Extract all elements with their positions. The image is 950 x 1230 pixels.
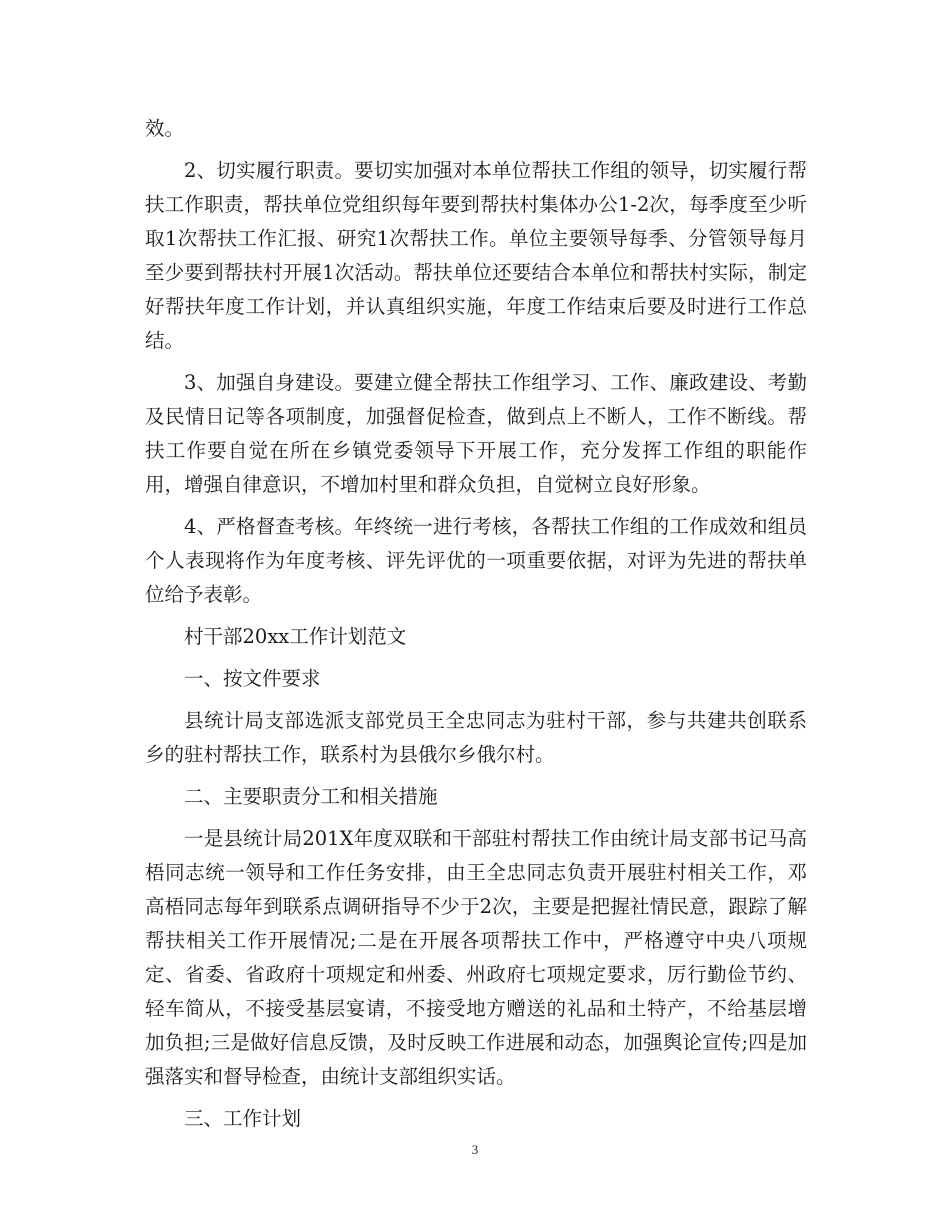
paragraph-item-3: 3、加强自身建设。要建立健全帮扶工作组学习、工作、廉政建设、考勤及民情日记等各项制度，加强督促检查，做到点上不断人，工作不断线。帮扶工作要自觉在所在乡镇党委领导下开展工作，充分发挥工作组的职能作用，增强自律意识，不增加村里和群众负担，自觉树立良好形象。 (145, 371, 807, 496)
paragraph-continuation: 效。 (145, 117, 185, 140)
page-number: 3 (471, 1142, 479, 1157)
document-body (145, 112, 807, 1136)
paragraph-measures: 一是县统计局201X年度双联和干部驻村帮扶工作由统计局支部书记马高梧同志统一领导和工作任务安排，由王全忠同志负责开展驻村相关工作，邓高梧同志每年到联系点调研指导不少于2次，主要是把握社情民意，跟踪了解帮扶相关工作开展情况;二是在开展各项帮扶工作中，严格遵守中央八项规定、省委、省政府十项规定和州委、州政府七项规定要求，厉行勤俭节约、轻车简从，不接受基层宴请，不接受地方赠送的礼品和土特产，不给基层增加负担;三是做好信息反馈，及时反映工作进展和动态，加强舆论宣传;四是加强落实和督导检查，由统计支部组织实话。 (145, 827, 807, 1088)
paragraph-item-4: 4、严格督查考核。年终统一进行考核，各帮扶工作组的工作成效和组员个人表现将作为年度考核、评先评优的一项重要依据，对评为先进的帮扶单位给予表彰。 (145, 515, 807, 606)
section-heading-3: 三、工作计划 (184, 1107, 302, 1130)
section-heading-2: 二、主要职责分工和相关措施 (184, 785, 438, 808)
section-heading-1: 一、按文件要求 (184, 667, 321, 690)
paragraph-item-2: 2、切实履行职责。要切实加强对本单位帮扶工作组的领导，切实履行帮扶工作职责，帮扶单位党组织每年要到帮扶村集体办公1-2次，每季度至少听取1次帮扶工作汇报、研究1次帮扶工作。单位主要领导每季、分管领导每月至少要到帮扶村开展1次活动。帮扶单位还要结合本单位和帮扶村实际，制定好帮扶年度工作计划，并认真组织实施，年度工作结束后要及时进行工作总结。 (145, 159, 807, 352)
paragraph-assignment: 县统计局支部选派支部党员王全忠同志为驻村干部，参与共建共创联系乡的驻村帮扶工作，联系村为县俄尔乡俄尔村。 (145, 709, 807, 766)
section-heading-title: 村干部20xx工作计划范文 (184, 625, 407, 648)
